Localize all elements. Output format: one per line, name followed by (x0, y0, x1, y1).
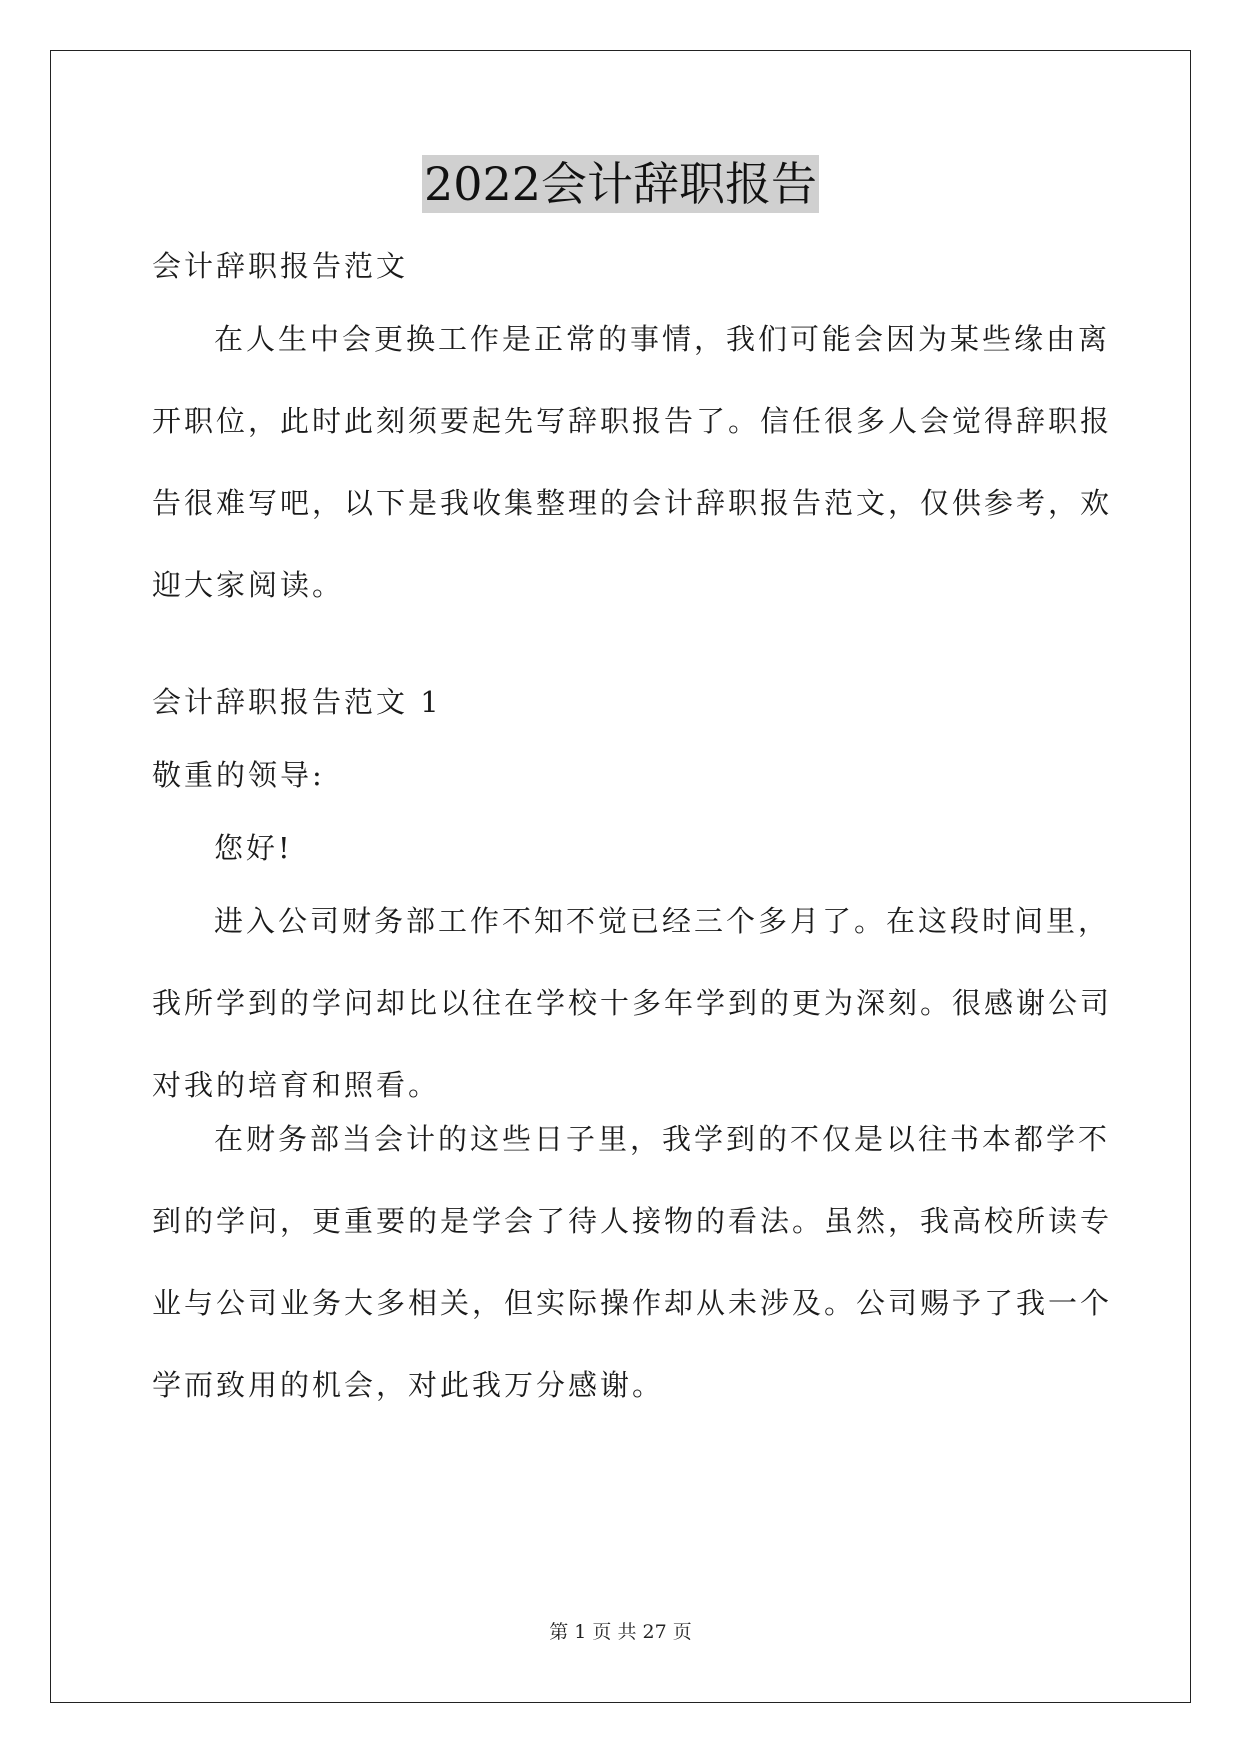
document-title: 2022会计辞职报告 (423, 157, 818, 211)
title-container (0, 155, 1241, 213)
page-border (50, 50, 1191, 1703)
paragraph-2 (152, 1119, 1112, 1405)
intro-paragraph (152, 319, 1112, 605)
section-heading: 会计辞职报告范文 1 (152, 685, 442, 719)
intro-line: 迎大家阅读。 (152, 568, 345, 602)
paragraph-line: 业与公司业务大多相关，但实际操作却从未涉及。公司赐予了我一个 (152, 1286, 1113, 1320)
paragraph-line: 学而致用的机会，对此我万分感谢。 (152, 1368, 665, 1402)
paragraph-line: 我所学到的学问却比以往在学校十多年学到的更为深刻。很感谢公司 (152, 986, 1113, 1020)
greeting: 您好! (214, 831, 293, 865)
paragraph-line: 到的学问，更重要的是学会了待人接物的看法。虽然，我高校所读专 (152, 1204, 1113, 1238)
paragraph-1 (152, 901, 1112, 1105)
intro-line: 开职位，此时此刻须要起先写辞职报告了。信任很多人会觉得辞职报 (152, 404, 1113, 438)
paragraph-line: 在财务部当会计的这些日子里，我学到的不仅是以往书本都学不 (214, 1122, 1111, 1156)
paragraph-line: 对我的培育和照看。 (152, 1068, 441, 1102)
paragraph-line: 进入公司财务部工作不知不觉已经三个多月了。在这段时间里， (214, 904, 1111, 938)
page-number-footer: 第 1 页 共 27 页 (549, 1621, 692, 1643)
subtitle: 会计辞职报告范文 (152, 249, 409, 283)
intro-line: 在人生中会更换工作是正常的事情，我们可能会因为某些缘由离 (214, 322, 1111, 356)
intro-line: 告很难写吧，以下是我收集整理的会计辞职报告范文，仅供参考，欢 (152, 486, 1113, 520)
salutation: 敬重的领导: (152, 758, 325, 792)
